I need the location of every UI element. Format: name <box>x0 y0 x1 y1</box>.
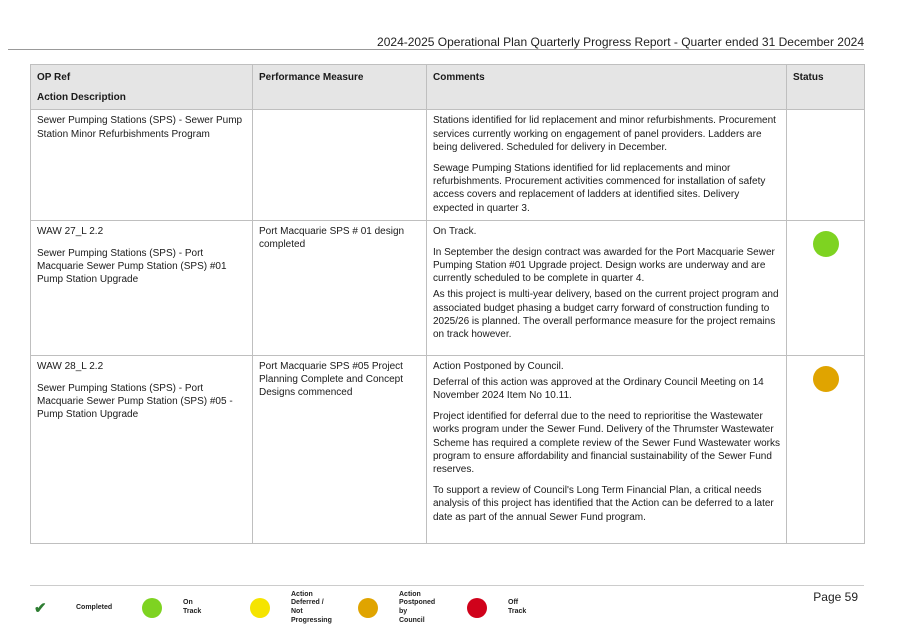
op-ref: WAW 28_L 2.2 <box>37 360 104 372</box>
legend-deferred-label: Action Deferred / Not Progressing <box>291 590 332 624</box>
status-cell <box>787 110 865 220</box>
table-row <box>31 355 865 543</box>
action-description: Sewer Pumping Stations (SPS) - Port Macquarie Sewer Pump Station (SPS) #01 Pump Station Upgrade <box>37 247 227 286</box>
comment-paragraph: As this project is multi-year delivery, based on the current project program and associated budget phasing a budget carry forward of construction funding to 2025/26 is planned. The overall performance measure for the project remains on track however. <box>433 289 779 340</box>
action-description: Sewer Pumping Stations (SPS) - Port Macquarie Sewer Pump Station (SPS) #05 - Pump Station Upgrade <box>37 382 233 421</box>
table-row <box>31 220 865 355</box>
comment-paragraph: To support a review of Council's Long Term Financial Plan, a critical needs analysis of this project has identified that the Action can be deferred to a later date as part of the annual Sewer Fund program. <box>433 485 774 523</box>
legend-postponed <box>358 594 378 622</box>
status-postponed-icon <box>813 366 839 392</box>
checkmark-icon: ✔ <box>34 600 47 617</box>
progress-table <box>30 64 865 544</box>
legend-off-track <box>467 594 487 622</box>
comment-paragraph: Sewage Pumping Stations identified for lid replacements and minor refurbishments. Procurement activities commenced for installation of safety access covers and replacement of ladders at identified sites. Delivery expected in quarter 3. <box>433 162 766 214</box>
legend-postponed-label-wrap <box>399 590 435 626</box>
legend-deferred-label-wrap <box>291 590 332 624</box>
off-track-dot-icon <box>467 598 487 618</box>
comment-paragraph: Stations identified for lid replacement and minor refurbishments. Procurement services currently working on engagement of panel providers. Ladders are being delivered. Scheduled for delivery in December. <box>433 115 776 153</box>
legend-on-track-label: On Track <box>183 599 202 615</box>
legend-completed-label: Completed <box>76 603 113 611</box>
table-row <box>31 110 865 220</box>
legend-off-track-label: Off Track <box>508 599 527 615</box>
comments-cell <box>427 220 787 355</box>
op-ref: WAW 27_L 2.2 <box>37 225 104 237</box>
comments-cell <box>427 355 787 543</box>
legend-on-track-label-wrap <box>183 594 201 622</box>
action-description: Sewer Pumping Stations (SPS) - Sewer Pump Station Minor Refurbishments Program <box>37 115 243 140</box>
footer-divider <box>30 585 864 586</box>
comments-cell <box>427 110 787 220</box>
page-number: Page 59 <box>813 590 858 604</box>
legend-completed-label-wrap <box>76 594 112 622</box>
comment-paragraph: Deferral of this action was approved at the Ordinary Council Meeting on 14 November 2024 Item No 10.11. <box>433 376 764 402</box>
table-header-row <box>31 65 865 110</box>
status-on-track-icon <box>813 231 839 257</box>
measure-cell: Port Macquarie SPS #05 Project Planning Complete and Concept Designs commenced <box>253 355 427 543</box>
measure-cell: Port Macquarie SPS # 01 design completed <box>253 220 427 355</box>
legend-on-track <box>142 594 162 622</box>
header-op-ref: OP Ref Action Description <box>31 65 253 110</box>
legend-postponed-label: Action Postponed by Council <box>399 590 436 624</box>
legend-off-track-label-wrap <box>508 594 526 622</box>
header-action-description: Action Description <box>37 92 126 104</box>
header-divider <box>8 49 864 50</box>
on-track-dot-icon <box>142 598 162 618</box>
action-cell <box>31 110 253 220</box>
comment-paragraph: In September the design contract was awarded for the Port Macquarie Sewer Pumping Station #01 Upgrade project. Design works are underway and are currently scheduled to be complete in quarter 4. <box>433 246 775 285</box>
comment-paragraph: Project identified for deferral due to the need to reprioritise the Wastewater works program under the Sewer Fund. Delivery of the Thrumster Wastewater Scheme has required a complete review of the Sewer Fund Wastewater works program to ensure affordability and financial sustainability of the Sewer Fund reserves. <box>433 411 781 475</box>
measure-cell <box>253 110 427 220</box>
action-cell <box>31 355 253 543</box>
action-cell <box>31 220 253 355</box>
status-cell <box>787 355 865 543</box>
comment-paragraph: Action Postponed by Council. <box>433 360 564 372</box>
header-performance-measure: Performance Measure <box>253 65 427 110</box>
comment-paragraph: On Track. <box>433 225 477 237</box>
legend-deferred <box>250 594 270 622</box>
status-cell <box>787 220 865 355</box>
deferred-dot-icon <box>250 598 270 618</box>
header-comments: Comments <box>427 65 787 110</box>
report-title: 2024-2025 Operational Plan Quarterly Progress Report - Quarter ended 31 December 2024 <box>377 35 864 49</box>
header-status: Status <box>787 65 865 110</box>
legend-completed <box>34 594 47 622</box>
postponed-dot-icon <box>358 598 378 618</box>
